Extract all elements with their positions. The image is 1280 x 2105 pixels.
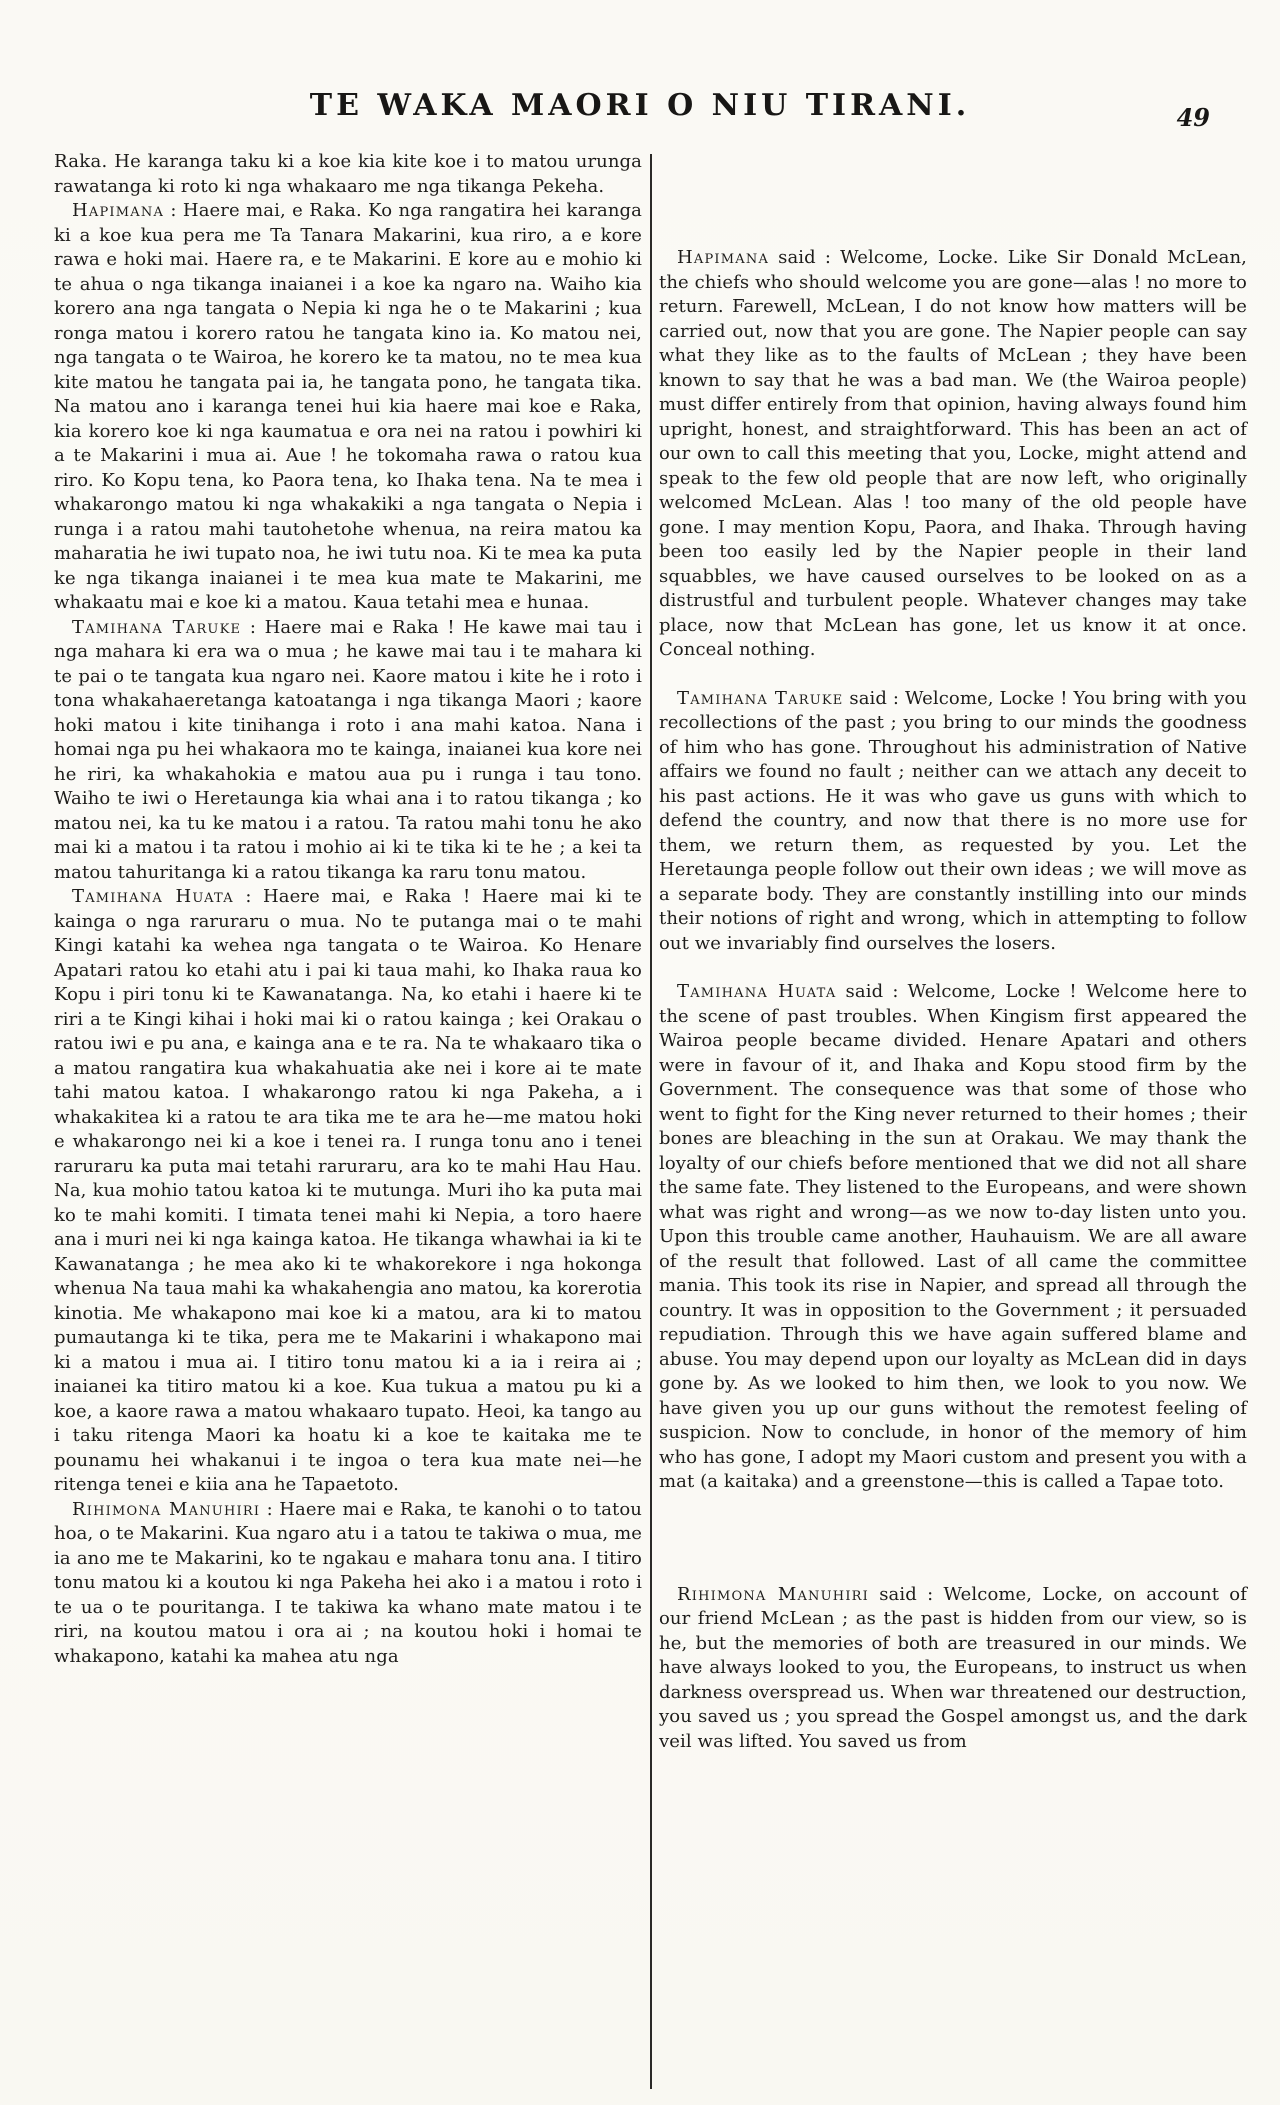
paragraph-raka (54, 150, 642, 199)
maori-column (54, 150, 642, 1669)
speaker-name: Tamihana Huata (677, 981, 837, 1002)
speaker-separator: : (233, 886, 263, 907)
paragraph-text: Welcome, Locke. Like Sir Donald McLean, the chiefs who should welcome you are gone—alas ! no more to return. Farewell, McLean, I do not know how matters will be carried out, now that you are gone. The Napier people can say what they like as to the faults of McLean ; they have been known to say that he was a bad man. We (the Wairoa people) must differ entirely from that opinion, having always found him upright, honest, and straightforward. This has been an act of our own to call this meeting that you, Locke, might attend and speak to the few old people that are now left, who originally welcomed McLean. Alas ! too many of the old people have gone. I may mention Kopu, Paora, and Ihaka. Through having been too easily led by the Napier people in their land squabbles, we have caused ourselves to be looked on as a distrustful and turbulent people. Whatever changes may take place, now that McLean has gone, let us know it at once. Conceal nothing. (659, 247, 1248, 660)
said-label: said : (868, 1583, 944, 1605)
paragraph-tamihana-huata-english (659, 980, 1247, 1495)
paragraph-tamihana-huata-maori (54, 885, 642, 1498)
said-label: said : (843, 687, 905, 709)
paragraph-text: Haere mai e Raka, te kanohi o to tatou hoa, o te Makarini. Kua ngaro atu i a tatou te takiwa o mua, me ia ano me te Makarini, ko te ngakau e mahara tonu ana. I titiro tonu matou ki a koutou ki nga Pakeha hei ako i a matou i roto i te ua o te pouritanga. I te takiwa ka whano mate matou i te riri, na koutou matou i ora ai ; na koutou hoki i homai te whakapono, katahi ka mahea atu nga (54, 1498, 642, 1667)
speaker-name: Rihimona Manuhiri (677, 1583, 869, 1605)
paragraph-hapimana-maori (54, 199, 642, 616)
paragraph-text: Welcome, Locke ! Welcome here to the scene of past troubles. When Kingism first appeared the Wairoa people became divided. Henare Apatari and others were in favour of it, and Ihaka and Kopu stood firm by the Government. The consequence was that some of those who went to fight for the King never returned to their homes ; their bones are bleaching in the sun at Orakau. We may thank the loyalty of our chiefs before mentioned that we did not all share the same fate. They listened to the Europeans, and were shown what was right and wrong—as we now to-day listen unto you. Upon this trouble came another, Hauhauism. We are all aware of the result that followed. Last of all came the committee mania. This took its rise in Napier, and spread all through the country. It was in opposition to the Government ; it persuaded repudiation. Through this we have again suffered blame and abuse. You may depend upon our loyalty as McLean did in days gone by. As we looked to him then, we look to you now. We have given you up our guns without the remotest feeling of suspicion. Now to conclude, in honor of the memory of him who has gone, I adopt my Maori custom and present you with a mat (a kaitaka) and a greenstone—this is called a Tapae toto. (659, 981, 1248, 1492)
paragraph-text: Haere mai, e Raka ! Haere mai ki te kainga o nga raruraru o mua. No te putanga mai o te mahi Kingi katahi ka wehea nga tangata o te Wairoa. Ko Henare Apatari ratou ko etahi atu i pai ki taua mahi, ko Ihaka raua ko Kopu i piri tonu ki te Kawanatanga. Na, ko etahi i haere ki te riri a te Kingi kihai i hoki mai ki o ratou kainga ; kei Orakau o ratou iwi e pu ana, e kainga ana e te ra. Na te whakaaro tika o a matou rangatira kua whakahuatia ake nei i kore ai te mate tahi matou katoa. I whakarongo ratou ki nga Pakeha, a i whakakitea ki a ratou te ara tika me te ara he—me matou hoki e whakarongo nei ki a koe i tenei ra. I runga tonu ano i tenei raruraru ka puta mai tetahi raruraru, ara ko te mahi Hau Hau. Na, kua mohio tatou katoa ki te mutunga. Muri iho ka puta mai ko te mahi komiti. I timata tenei mahi ki Nepia, a toro haere ana i muri nei ki nga kainga katoa. He tikanga whawhai ia ki te Kawanatanga ; he mea ako ki te whakorekore i nga hokonga whenua Na taua mahi ka whakahengia ano matou, ka korerotia kinotia. Me whakapono mai koe ki a matou, ara ki to matou pumautanga ki te tika, pera me te Makarini i whakapono mai ki a matou i mua ai. I titiro tonu matou ki a ia i reira ai ; inaianei ka titiro matou ki a koe. Kua tukua a matou pu ki a koe, a kaore rawa a matou whakaaro tupato. Heoi, ka tango au i taku ritenga Maori ka hoatu ki a koe te kaitaka me te pounamu hei whakanui i te ingoa o tera kua mate nei—he ritenga tenei e kiia ana he Tapaetoto. (54, 886, 642, 1495)
english-column (659, 150, 1247, 1754)
page-title: TE WAKA MAORI O NIU TIRANI. (309, 88, 971, 123)
speaker-name: Rihimona Manuhiri (72, 1498, 261, 1520)
paragraph-text: Welcome, Locke, on account of our friend McLean ; as the past is hidden from our view, so is he, but the memories of both are treasured in our minds. We have always looked to you, the Europeans, to instruct us when darkness overspread us. When war threatened our destruction, you saved us ; you spread the Gospel amongst us, and the dark veil was lifted. You saved us from (659, 1583, 1247, 1752)
speaker-name: Tamihana Huata (72, 886, 234, 907)
paragraph-text: Haere mai, e Raka. Ko nga rangatira hei karanga ki a koe kua pera me Ta Tanara Makarini, kua riro, a e kore rawa e hoki mai. Haere ra, e te Makarini. E kore au e mohio ki te ahua o nga tikanga inaianei i a koe ka ngaro na. Waiho kia korero ana nga tangata o Nepia ki nga he o te Makarini ; kua ronga matou i korero ratou he tangata kino ia. Ko matou nei, nga tangata o te Wairoa, he korero ke ta matou, no te mea kua kite matou he tangata pai ia, he tangata pono, he tangata tika. Na matou ano i karanga tenei hui kia haere mai koe e Raka, kia korero koe ki nga kaumatua e ora nei na ratou i powhiri ki a te Makarini i mua ai. Aue ! he tokomaha rawa o ratou kua riro. Ko Kopu tena, ko Paora tena, ko Ihaka tena. Na te mea i whakarongo matou ki nga whakakiki a nga tangata o Nepia i runga i a ratou mahi tautohetohe whenua, na reira matou ka maharatia he iwi tupato noa, he iwi tutu noa. Ki te mea ka puta ke nga tikanga inaianei i te mea kua mate te Makarini, me whakaatu mai e koe ki a matou. Kaua tetahi mea e hunaa. (54, 200, 643, 613)
paragraph-text: Haere mai e Raka ! He kawe mai tau i nga mahara ki era wa o mua ; he kawe mai tau i te mahara ki te pai o te tangata kua ngaro nei. Kaore matou i kite he i roto i tona whakahaeretanga katoatanga i nga tikanga Maori ; kaore hoki matou i kite tinihanga i roto i ana mahi katoa. Nana i homai nga pu hei whakaora mo te kainga, inaianei kua kore nei he riri, ka whakahokia e matou aua pu i runga i tau tono. Waiho te iwi o Heretaunga kia whai ana i to ratou tikanga ; ko matou nei, ka tu ke matou i a ratou. Ta ratou mahi tonu he ako mai ki a matou i ta ratou i mohio ai ki te tika ki te he ; a kei ta matou tahuritanga ki a ratou tikanga ka raru tonu matou. (54, 616, 642, 883)
speaker-name: Hapimana (72, 200, 165, 221)
column-divider-rule (650, 154, 652, 2089)
said-label: said : (769, 247, 841, 268)
speaker-separator: : (164, 200, 183, 221)
speaker-separator: : (241, 616, 265, 638)
page-number: 49 (1176, 103, 1210, 132)
paragraph-rihimona-maori (54, 1498, 642, 1670)
paragraph-text: Welcome, Locke ! You bring with you recollections of the past ; you bring to our minds the goodness of him who has gone. Throughout his administration of Native affairs we found no fault ; neither can we attach any deceit to his past actions. He it was who gave us guns with which to defend the country, and now that there is no more use for them, we return them, as requested by you. Let the Heretaunga people follow out their own ideas ; we will move as a separate body. They are constantly instilling into our minds their notions of right and wrong, which in attempting to follow out we invariably find ourselves the losers. (659, 687, 1247, 954)
speaker-name: Tamihana Taruke (677, 687, 844, 709)
paragraph-rihimona-english (659, 1583, 1247, 1755)
speaker-name: Raka. (54, 151, 108, 172)
paragraph-text: He karanga taku ki a koe kia kite koe i to matou urunga rawatanga ki roto ki nga whakaaro me nga tikanga Pekeha. (54, 151, 642, 197)
speaker-name: Tamihana Taruke (72, 616, 242, 638)
paragraph-hapimana-english (659, 246, 1247, 663)
paragraph-tamihana-taruke-english (659, 687, 1247, 957)
speaker-separator: : (260, 1498, 280, 1520)
paragraph-tamihana-taruke-maori (54, 616, 642, 886)
said-label: said : (836, 981, 908, 1002)
page-body (54, 150, 1249, 2089)
speaker-name: Hapimana (677, 247, 770, 268)
